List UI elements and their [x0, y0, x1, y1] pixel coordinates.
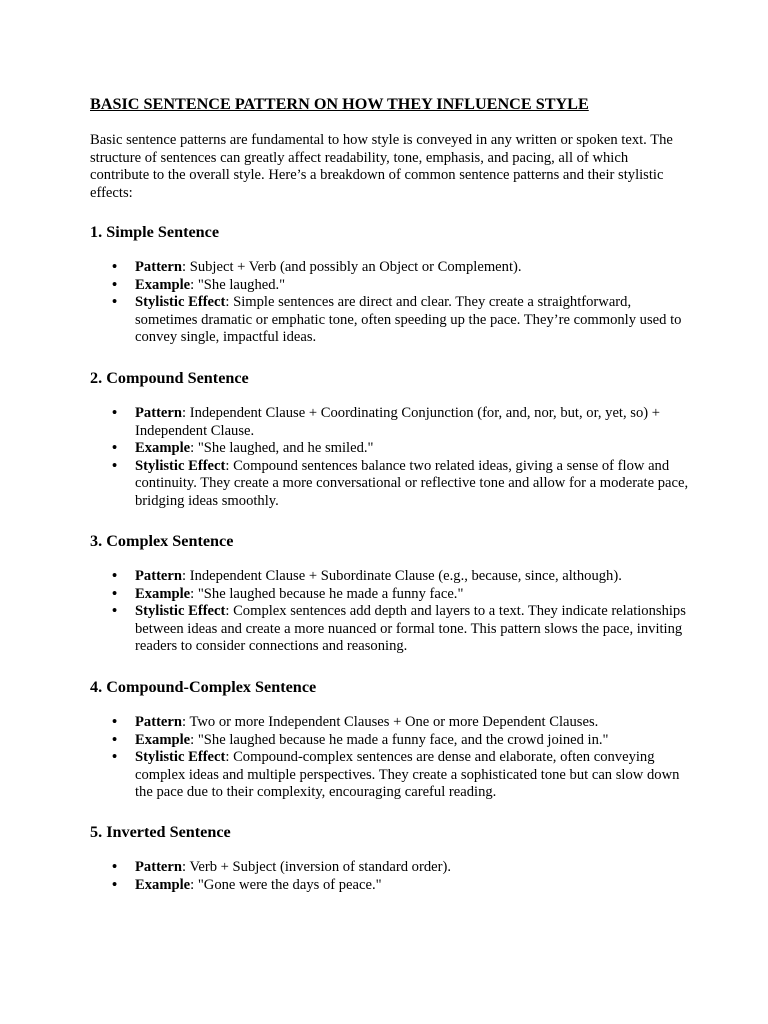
bullet-icon: •	[112, 405, 118, 421]
bullet-icon: •	[112, 603, 118, 620]
item-text: : Subject + Verb (and possibly an Object or Complement).	[182, 259, 522, 275]
item-text: : "She laughed, and he smiled."	[190, 440, 374, 457]
item-label: Pattern	[135, 568, 183, 584]
section-heading: 5. Inverted Sentence	[90, 823, 231, 841]
bullet-icon: •	[112, 876, 118, 893]
list-item	[90, 749, 690, 802]
item-label: Example	[135, 731, 191, 748]
bullet-icon: •	[112, 568, 118, 584]
item-label: Pattern	[135, 714, 183, 730]
item-text: : Compound sentences balance two related ideas, giving a sense of flow and continuity. They create a more conversational or reflective tone and allow for a moderate pace, bridging ideas smoothly.	[135, 457, 689, 509]
item-text: : Independent Clause + Subordinate Clause (e.g., because, since, although).	[182, 568, 622, 584]
item-label: Pattern	[135, 859, 183, 875]
item-text: : Simple sentences are direct and clear. They create a straightforward, sometimes dramatic or emphatic tone, often speeding up the pace. They’re commonly used to convey single, impactful ideas.	[135, 294, 682, 346]
bullet-icon: •	[112, 731, 118, 748]
section-compound-sentence	[90, 368, 690, 511]
item-label: Stylistic Effect	[135, 294, 226, 311]
list-item	[90, 877, 690, 895]
section-heading: 2. Compound Sentence	[90, 369, 249, 387]
list-item	[90, 294, 690, 347]
list-item	[90, 568, 690, 586]
list-item	[90, 603, 690, 656]
item-text: : "Gone were the days of peace."	[190, 876, 382, 893]
bullet-icon: •	[112, 585, 118, 602]
item-label: Stylistic Effect	[135, 603, 226, 620]
item-text: : "She laughed because he made a funny face, and the crowd joined in."	[190, 731, 609, 748]
bullet-icon: •	[112, 440, 118, 457]
section-heading: 3. Complex Sentence	[90, 532, 234, 550]
list-item	[90, 405, 690, 440]
item-text: : Compound-complex sentences are dense and elaborate, often conveying complex ideas and multiple perspectives. They create a sophisticated tone but can slow down the pace due to their complexity, encouraging careful reading.	[135, 749, 680, 801]
item-label: Example	[135, 876, 191, 893]
list-item	[90, 458, 690, 511]
list-item	[90, 259, 690, 277]
section-inverted-sentence	[90, 822, 690, 894]
intro-paragraph: Basic sentence patterns are fundamental to how style is conveyed in any written or spoken text. The structure of sentences can greatly affect readability, tone, emphasis, and pacing, all of which contribute to the overall style. Here’s a breakdown of common sentence patterns and their stylistic effects:	[90, 132, 673, 201]
bullet-list	[90, 405, 690, 511]
bullet-icon: •	[112, 714, 118, 730]
section-heading: 4. Compound-Complex Sentence	[90, 678, 317, 696]
list-item	[90, 859, 690, 877]
list-item	[90, 714, 690, 732]
bullet-list	[90, 568, 690, 656]
item-label: Pattern	[135, 405, 183, 421]
list-item	[90, 586, 690, 604]
list-item	[90, 440, 690, 458]
bullet-icon: •	[112, 457, 118, 474]
item-label: Example	[135, 440, 191, 457]
item-label: Pattern	[135, 259, 183, 275]
bullet-list	[90, 259, 690, 347]
bullet-icon: •	[112, 294, 118, 311]
bullet-icon: •	[112, 749, 118, 766]
bullet-icon: •	[112, 276, 118, 293]
item-text: : "She laughed because he made a funny face."	[190, 585, 464, 602]
section-complex-sentence	[90, 531, 690, 656]
item-text: : "She laughed."	[190, 276, 286, 293]
item-text: : Verb + Subject (inversion of standard order).	[182, 859, 451, 875]
list-item	[90, 277, 690, 295]
item-label: Example	[135, 585, 191, 602]
item-text: : Complex sentences add depth and layers to a text. They indicate relationships between ideas and create a more nuanced or formal tone. This pattern slows the pace, inviting readers to consider connections and reasoning.	[135, 603, 686, 655]
item-label: Stylistic Effect	[135, 749, 226, 766]
list-item	[90, 732, 690, 750]
item-text: : Independent Clause + Coordinating Conjunction (for, and, nor, but, or, yet, so) + Independent Clause.	[135, 405, 660, 439]
section-simple-sentence	[90, 222, 690, 347]
bullet-icon: •	[112, 859, 118, 875]
bullet-list	[90, 859, 690, 894]
bullet-icon: •	[112, 259, 118, 275]
item-label: Example	[135, 276, 191, 293]
section-compound-complex-sentence	[90, 677, 690, 802]
section-heading: 1. Simple Sentence	[90, 223, 220, 241]
bullet-list	[90, 714, 690, 802]
item-label: Stylistic Effect	[135, 457, 226, 474]
item-text: : Two or more Independent Clauses + One or more Dependent Clauses.	[182, 714, 599, 730]
document-title: BASIC SENTENCE PATTERN ON HOW THEY INFLUENCE STYLE	[90, 95, 589, 113]
